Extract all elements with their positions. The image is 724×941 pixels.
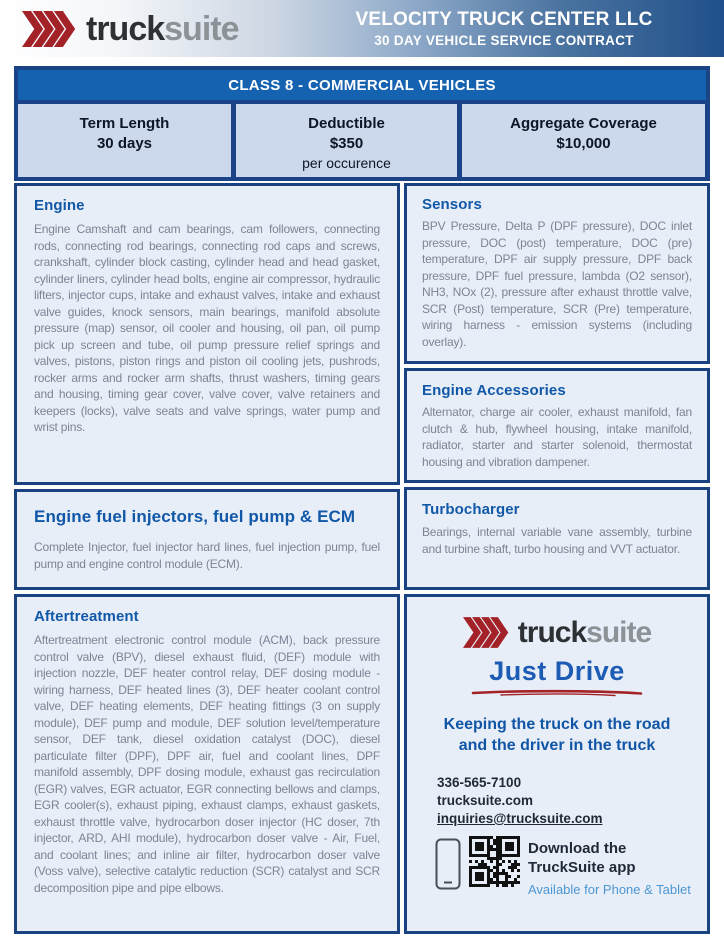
stat-value: 30 days — [96, 135, 153, 152]
logo-wordmark: trucksuite — [517, 615, 652, 649]
section-aftertreatment — [14, 594, 400, 934]
right-column — [404, 183, 710, 934]
qr-code — [469, 836, 520, 892]
section-body: Engine Camshaft and cam bearings, cam followers, connecting rods, connecting rod bearings, connecting rod caps and screws, crankshaft, cylinder block casting, cylinder head and head gasket, cylinder liners, cylinder head bolts, engine air compressor, hydraulic lifters, injector cups, intake and exhaust valves, intake and exhaust valve guides, knock sensors, main bearings, manifold absolute pressure (map) sensor, oil cooler and housing, oil pan, oil pump pick up screen and tube, oil pump pressure relief springs and valves, pistons, piston rings and piston oil cooling jets, pushrods, rocker arms and rocker arm shafts, thrust washers, timing gears and housing, timing gear cover, valve cover, valve retainers and keepers (locks), valve seats and valve springs, water pump and wrist pins. — [34, 222, 380, 434]
tagline: Keeping the truck on the road and the driver in the truck — [443, 716, 671, 754]
section-title: Engine fuel injectors, fuel pump & ECM — [34, 507, 356, 526]
phone-number: 336-565-7100 — [437, 775, 522, 790]
stat-label: Aggregate Coverage — [510, 115, 657, 132]
class-banner: CLASS 8 - COMMERCIAL VEHICLES — [18, 70, 706, 100]
section-body: Alternator, charge air cooler, exhaust manifold, fan clutch & hub, flywheel housing, intake manifold, radiator, starter and starter solenoid, thermostat housing and vibration dampener. — [422, 405, 692, 469]
brand-panel — [404, 594, 710, 934]
section-body: Complete Injector, fuel injector hard lines, fuel injection pump, fuel pump and engine control module (ECM). — [34, 540, 380, 571]
stat-term-length — [18, 104, 231, 177]
company-name: VELOCITY TRUCK CENTER LLC — [355, 9, 653, 30]
stat-value: $350 — [329, 135, 364, 152]
app-availability: Available for Phone & Tablet — [528, 882, 691, 897]
section-sensors — [404, 183, 710, 364]
section-engine — [14, 183, 400, 485]
left-column — [14, 183, 400, 934]
stats-row — [18, 104, 706, 177]
trucksuite-logo — [421, 617, 693, 648]
header-titles — [292, 0, 716, 57]
contract-subtitle: 30 DAY VEHICLE SERVICE CONTRACT — [374, 33, 634, 48]
app-download — [435, 836, 693, 897]
stat-label: Deductible — [308, 115, 385, 132]
app-text — [528, 836, 691, 897]
stat-aggregate-coverage — [462, 104, 705, 177]
section-body: Bearings, internal variable vane assembly, turbine and turbine shaft, turbo housing and VVT actuator. — [422, 525, 692, 556]
contact-block — [437, 774, 693, 828]
logo-wordmark: trucksuite — [86, 9, 239, 48]
app-title: Download the TruckSuite app — [528, 840, 636, 876]
chevrons-logo-icon — [22, 11, 76, 47]
section-body: BPV Pressure, Delta P (DPF pressure), DOC inlet pressure, DOC (post) temperature, DOC (pre) temperature, DPF air supply pressure, DPF back pressure, DPF fuel pressure, lambda (O2 sensor), NH3, NOx (2), pressure after exhaust throttle valve, SCR (Post) temperature, SCR (Pre) temperature, wiring harness - emission systems (including overlay). — [422, 219, 692, 349]
section-engine-accessories — [404, 368, 710, 483]
section-title: Sensors — [422, 196, 482, 213]
header — [0, 0, 724, 57]
summary-box — [14, 66, 710, 181]
stat-label: Term Length — [79, 115, 170, 132]
section-title: Turbocharger — [422, 501, 520, 518]
stat-note: per occurence — [302, 155, 391, 171]
section-title: Engine — [34, 197, 85, 214]
email-link[interactable]: inquiries@trucksuite.com — [437, 811, 603, 826]
chevrons-logo-icon — [463, 617, 509, 648]
section-body: Aftertreatment electronic control module (ACM), back pressure control valve (BPV), diesel exhaust fluid, (DEF) module with injection nozzle, DEF heater control relay, DEF dosing module - wiring harness, DEF heated lines (3), DEF heater coolant control valve, DEF heating elements, DEF heating fittings (3 on supply module), DEF pump and module, DEF solution level/temperature sensor, DEF tank, diesel oxidation catalyst (DOC), diesel particulate filter (DPF), DPF air, fuel and coolant lines, DPF manifold assembly, DPF dosing module, exhaust gas recirculation (EGR) valves, EGR actuator, EGR connecting bellows and clamps, EGR cooler(s), exhaust piping, exhaust clamps, exhaust gaskets, exhaust throttle valve, hydrocarbon doser injector (HC doser, 7th injector, ARD, AHI module), hydrocarbon doser valve - Air, Fuel, and coolant lines; and inline air filter, hydrocarbon doser valve (Voss valve), selective catalytic reduction (SCR) catalyst and SCR decomposition pipe and pipe elbows. — [34, 633, 380, 895]
trucksuite-logo — [22, 11, 239, 47]
slogan-underline-scribble — [467, 689, 647, 698]
section-turbocharger — [404, 487, 710, 590]
slogan: Just Drive — [489, 656, 625, 686]
stat-deductible — [236, 104, 457, 177]
smartphone-icon — [435, 836, 461, 895]
section-title: Engine Accessories — [422, 382, 566, 399]
coverage-sections — [14, 183, 710, 934]
website: trucksuite.com — [437, 793, 534, 808]
section-title: Aftertreatment — [34, 608, 139, 625]
stat-value: $10,000 — [556, 135, 611, 152]
section-fuel-injectors — [14, 489, 400, 590]
